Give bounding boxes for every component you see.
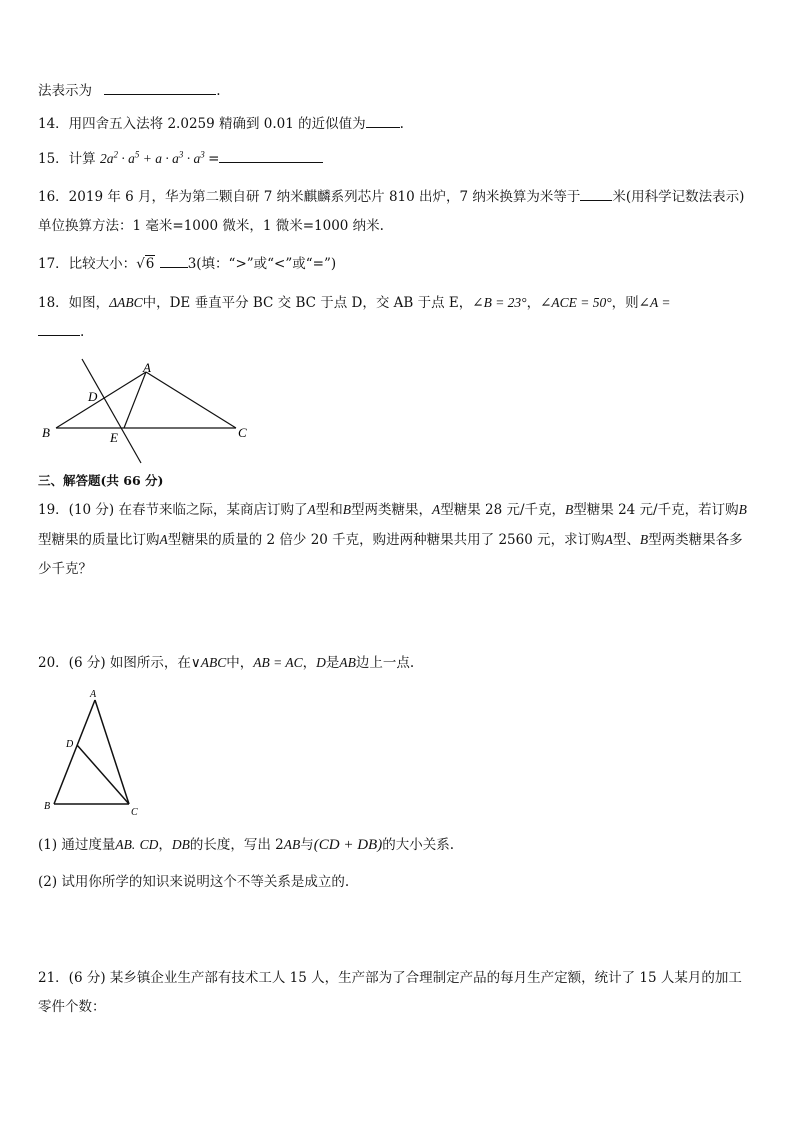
label-c: C — [131, 807, 138, 818]
section-heading: 三、解答题(共 66 分) — [38, 473, 164, 488]
question-20-part-2: (2) 试用你所学的知识来说明这个不等关系是成立的. — [38, 874, 350, 890]
q13-tail: 法表示为 . — [38, 83, 221, 99]
question-18: 18．如图，ΔABC中，DE 垂直平分 BC 交 BC 于点 D，交 AB 于点 E，∠B = 23°，∠ACE = 50°，则∠A = . — [38, 295, 671, 340]
label-d: D — [66, 739, 74, 750]
label-e: E — [110, 430, 118, 445]
label-d: D — [88, 389, 98, 404]
question-20-part-1: (1) 通过度量AB. CD，DB的长度，写出 2AB与(CD + DB)的大小关系. — [38, 837, 454, 853]
math-expression: $2a^2 \cdot a^5 + a \cdot a^3 \cdot a^3$ — [99, 149, 205, 166]
question-14: 14．用四舍五入法将 2.0259 精确到 0.01 的近似值为 . — [38, 116, 404, 132]
question-17: 17．比较大小：√6 3(填：“>”或“<”或“=”) — [38, 253, 754, 275]
label-c: C — [238, 425, 247, 440]
question-19: 19．(10 分) 在春节来临之际，某商店订购了A型和B型两类糖果，A型糖果 28 元/千克，B型糖果 24 元/千克，若订购B型糖果的质量比订购A型糖果的质量的 2 倍少 20 千克，购进两种糖果共用了 2560 元，求订购A型、B型两类糖果各多少千克？ — [38, 502, 747, 577]
label-a: A — [143, 360, 151, 375]
sqrt-expression: √6 — [136, 256, 155, 272]
question-15: 15．计算 $2a^2 \cdot a^5 + a \cdot a^3 \cdot a^3$ = — [38, 148, 754, 170]
question-20: 20．(6 分) 如图所示，在∨ABC中，AB = AC，D是AB边上一点. — [38, 655, 415, 671]
question-21: 21．(6 分) 某乡镇企业生产部有技术工人 15 人，生产部为了合理制定产品的每月生产定额，统计了 15 人某月的加工零件个数： — [38, 970, 742, 1015]
question-16: 16．2019 年 6 月，华为第二颗自研 7 纳米麒麟系列芯片 810 出炉，7 纳米换算为米等于 米(用科学记数法表示)单位换算方法：1 毫米=1000 微米，1 微米=1000 纳米. — [38, 189, 745, 234]
label-b: B — [44, 801, 51, 812]
label-b: B — [42, 425, 50, 440]
label-a: A — [90, 689, 97, 700]
